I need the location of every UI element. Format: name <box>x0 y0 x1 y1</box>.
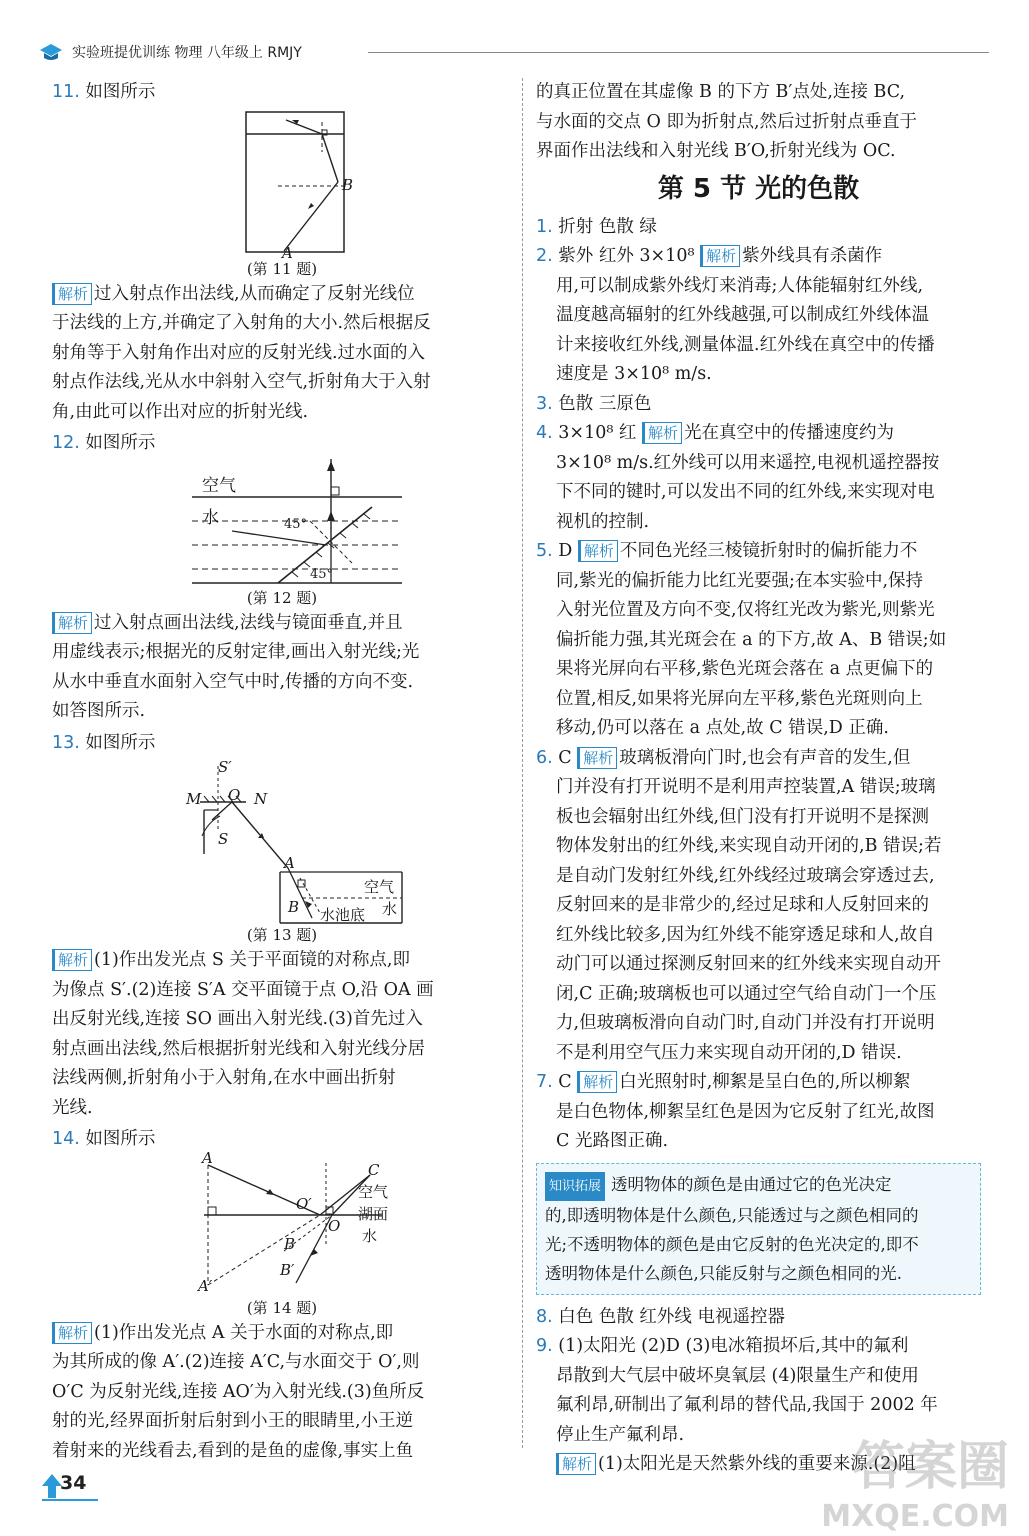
q14-analysis-tag: 解析 <box>52 1322 92 1344</box>
fig14-label-a: A <box>202 1148 213 1167</box>
figure-14 <box>52 1148 512 1297</box>
q12-line: 用虚线表示;根据光的反射定律,画出入射光线;光 <box>52 642 420 662</box>
answer-text: (1)太阳光是天然紫外线的重要来源.(2)阻 <box>598 1454 916 1474</box>
q13-analysis-tag: 解析 <box>52 949 92 971</box>
answer-text: C <box>558 1072 578 1092</box>
answer-text: D <box>558 541 578 561</box>
fig13-label-m: M <box>186 790 202 808</box>
figure-12 <box>52 459 512 587</box>
q11-line: 射点作法线,光从水中斜射入空气,折射角大于入射 <box>52 372 431 392</box>
knowledge-line: 透明物体是什么颜色,只能反射与之颜色相同的光. <box>545 1263 902 1283</box>
q12-line: 过入射点画出法线,法线与镜面垂直,并且 <box>94 612 403 633</box>
answer-text: 折射 色散 绿 <box>558 216 657 237</box>
fig14-air-label: 空气 <box>358 1182 389 1201</box>
answer-number: 6. <box>536 747 553 768</box>
answer-line: 力,但玻璃板滑向自动门时,自动门并没有打开说明 <box>556 1013 935 1033</box>
knowledge-line: 的,即透明物体是什么颜色,只能透过与之颜色相同的 <box>545 1205 919 1225</box>
header-rule <box>368 52 989 53</box>
answer-text: (1)太阳光 (2)D (3)电冰箱损坏后,其中的氟利 <box>558 1336 909 1356</box>
answer-number: 3. <box>536 393 553 414</box>
fig13-label-n: N <box>254 790 268 808</box>
answer-line: 物体发射出的红外线,来实现自动开闭的,B 错误;若 <box>556 836 942 856</box>
q13-line: 出反射光线,连接 SO 画出入射光线.(3)首先过入 <box>52 1009 423 1029</box>
q13-number: 13. <box>52 732 80 753</box>
answer-text: 白光照射时,柳絮是呈白色的,所以柳絮 <box>619 1072 911 1092</box>
fig12-angle-2: 45° <box>310 566 334 582</box>
watermark <box>799 1424 1009 1534</box>
q12-analysis-tag: 解析 <box>52 612 92 634</box>
q11-line: 角,由此可以作出对应的折射光线. <box>52 401 309 422</box>
answer-text: 3×10⁸ 红 <box>558 423 642 443</box>
q14-number: 14. <box>52 1129 80 1149</box>
answer-line: 下不同的键时,可以发出不同的红外线,来实现对电 <box>556 482 935 502</box>
answer-text: 色散 三原色 <box>558 393 652 414</box>
answer-text: C <box>558 747 578 768</box>
knowledge-label: 知识拓展 <box>545 1172 605 1201</box>
page-number: 34 <box>60 1472 87 1494</box>
continuation-line: 与水面的交点 O 即为折射点,然后过折射点垂直于 <box>536 111 918 132</box>
q12-line: 如答图所示. <box>52 701 146 721</box>
answer-line: 是自动门发射红外线,红外线经过玻璃会穿透过去, <box>556 865 935 886</box>
fig13-label-s: S <box>218 830 229 848</box>
q14-title: 如图所示 <box>85 1129 156 1149</box>
fig11-label-b: B <box>342 175 354 194</box>
fig14-lake-label: 湖面 <box>358 1204 389 1223</box>
q12-line: 从水中垂直水面射入空气中时,传播的方向不变. <box>52 671 414 692</box>
answer-number: 8. <box>536 1306 553 1327</box>
fig14-label-o: O <box>328 1216 341 1235</box>
q11-analysis-tag: 解析 <box>52 283 92 305</box>
answer-7 <box>536 1068 981 1157</box>
fig13-label-o: O <box>228 786 241 804</box>
q11-number: 11. <box>52 82 80 102</box>
answer-line: 速度是 3×10⁸ m/s. <box>556 364 712 384</box>
answer-line: 板也会辐射出红外线,但门没有打开说明不是探测 <box>556 806 930 827</box>
answer-4 <box>536 419 981 537</box>
q14-line: O′C 为反射光线,连接 AO′为入射光线.(3)鱼所反 <box>52 1381 425 1402</box>
answer-line: 停止生产氟利昂. <box>556 1424 685 1445</box>
answer-text: 紫外线具有杀菌作 <box>742 246 883 266</box>
answer-line: 动门可以通过探测反射回来的红外线来实现自动开 <box>556 954 941 974</box>
fig13-label-b: B <box>288 898 300 916</box>
q13-line: 为像点 S′.(2)连接 S′A 交平面镜于点 O,沿 OA 画 <box>52 979 434 1000</box>
fig12-water-label: 水 <box>202 507 219 528</box>
question-14 <box>52 1125 512 1466</box>
q14-caption: (第 14 题) <box>246 1298 318 1317</box>
page-number-badge <box>40 1468 98 1502</box>
fig12-air-label: 空气 <box>202 475 236 496</box>
fig13-label-s-prime: S′ <box>218 758 232 776</box>
q12-caption: (第 12 题) <box>246 588 318 607</box>
answer-number: 9. <box>536 1336 553 1356</box>
answer-line: 氟利昂,研制出了氟利昂的替代品,我国于 2002 年 <box>556 1395 938 1415</box>
fig13-air-label: 空气 <box>364 878 395 896</box>
answer-line: 同,紫光的偏折能力比红光要强;在本实验中,保持 <box>556 570 924 591</box>
q11-line: 过入射点作出法线,从而确定了反射光线位 <box>94 283 415 304</box>
question-11 <box>52 78 512 427</box>
fig13-water-label: 水 <box>382 900 398 918</box>
question-12 <box>52 429 512 727</box>
answer-number: 1. <box>536 216 553 237</box>
knowledge-text: 透明物体的颜色是由通过它的色光决定 <box>611 1174 892 1194</box>
left-column <box>52 78 512 1466</box>
fig14-label-b-prime: B′ <box>280 1260 295 1279</box>
answer-line: 红外线比较多,因为红外线不能穿透足球和人,故自 <box>556 924 935 945</box>
q11-line: 射角等于入射角作出对应的反射光线.过水面的入 <box>52 342 426 363</box>
q14-line: 射的光,经界面折射后射到小王的眼睛里,小王逆 <box>52 1411 414 1431</box>
q13-line: 光线. <box>52 1097 93 1118</box>
answer-line: 不是利用空气压力来实现自动开闭的,D 错误. <box>556 1042 902 1063</box>
fig12-angle-1: 45° <box>284 516 308 532</box>
answer-text: 光在真空中的传播速度约为 <box>684 423 895 443</box>
q12-number: 12. <box>52 433 80 453</box>
answer-line: 闭,C 正确;玻璃板也可以通过空气给自动门一个压 <box>556 983 937 1004</box>
column-separator <box>522 78 523 1448</box>
answer-6 <box>536 744 981 1069</box>
answer-line: 偏折能力强,其光斑会在 a 的下方,故 A、B 错误;如 <box>556 629 947 650</box>
analysis-tag: 解析 <box>577 747 617 769</box>
answer-line: 昂散到大气层中破坏臭氧层 (4)限量生产和使用 <box>556 1365 919 1386</box>
analysis-tag: 解析 <box>556 1453 596 1475</box>
answer-line: 果将光屏向右平移,紫色光斑会落在 a 点更偏下的 <box>556 659 934 679</box>
answer-line: 3×10⁸ m/s.红外线可以用来遥控,电视机遥控器按 <box>556 452 940 473</box>
q13-line: (1)作出发光点 S 关于平面镜的对称点,即 <box>94 950 410 970</box>
q13-line: 射点画出法线,然后根据折射光线和入射光线分居 <box>52 1038 426 1059</box>
answer-line: 位置,相反,如果将光屏向左平移,紫色光斑则向上 <box>556 688 923 709</box>
answer-line: 温度越高辐射的红外线越强,可以制成红外线体温 <box>556 305 930 325</box>
analysis-tag: 解析 <box>577 1071 617 1093</box>
q14-line: 为其所成的像 A′.(2)连接 A′C,与水面交于 O′,则 <box>52 1352 420 1372</box>
section-title: 第 5 节 光的色散 <box>657 173 860 204</box>
answer-5 <box>536 537 981 744</box>
q13-caption: (第 13 题) <box>246 926 318 944</box>
knowledge-line: 光;不透明物体的颜色是由它反射的色光决定的,即不 <box>545 1234 919 1254</box>
answer-number: 7. <box>536 1072 553 1092</box>
answer-number: 4. <box>536 423 553 443</box>
header-title: 实验班提优训练 物理 八年级上 RMJY <box>72 45 302 61</box>
answer-line: 入射光位置及方向不变,仅将红光改为紫光,则紫光 <box>556 600 935 620</box>
analysis-tag: 解析 <box>700 245 740 267</box>
answer-line: 门并没有打开说明不是利用声控装置,A 错误;玻璃 <box>556 777 936 797</box>
fig14-label-a-prime: A′ <box>198 1276 213 1295</box>
q14-line: (1)作出发光点 A 关于水面的对称点,即 <box>94 1322 394 1343</box>
fig13-bottom-label: 水池底 <box>320 906 366 924</box>
fig11-label-a: A <box>282 243 293 262</box>
answer-text: 玻璃板滑向门时,也会有声音的发生,但 <box>619 747 911 768</box>
answer-text: 紫外 红外 3×10⁸ <box>558 246 701 266</box>
book-logo-icon <box>38 42 64 62</box>
q11-caption: (第 11 题) <box>246 259 318 278</box>
fig14-label-o-prime: O′ <box>296 1194 312 1213</box>
answer-8 <box>536 1303 981 1333</box>
answer-line: 是白色物体,柳絮呈红色是因为它反射了红光,故图 <box>556 1101 935 1122</box>
question-13 <box>52 729 512 1124</box>
right-column <box>536 78 981 1480</box>
analysis-tag: 解析 <box>642 422 682 444</box>
analysis-tag: 解析 <box>578 540 618 562</box>
answer-number: 2. <box>536 246 553 266</box>
q11-title: 如图所示 <box>85 82 156 102</box>
answer-line: 反射回来的是非常少的,经过足球和人反射回来的 <box>556 895 930 915</box>
watermark-url: MXQE.COM <box>821 1499 1009 1534</box>
figure-13 <box>52 758 512 924</box>
answer-text: 不同色光经三棱镜折射时的偏折能力不 <box>619 541 918 561</box>
fig14-label-b: B <box>284 1234 296 1253</box>
answer-3 <box>536 390 981 420</box>
answer-line: 移动,仍可以落在 a 点处,故 C 错误,D 正确. <box>556 718 889 738</box>
fig14-label-c: C <box>368 1160 380 1179</box>
q13-line: 法线两侧,折射角小于入射角,在水中画出折射 <box>52 1068 396 1088</box>
answer-1 <box>536 213 981 243</box>
continuation-line: 的真正位置在其虚像 B 的下方 B′点处,连接 BC, <box>536 82 906 102</box>
figure-11 <box>52 108 512 262</box>
continuation-line: 界面作出法线和入射光线 B′O,折射光线为 OC. <box>536 141 896 161</box>
page-header <box>38 40 989 64</box>
answer-number: 5. <box>536 541 553 561</box>
watermark-text: 答案圈 <box>852 1437 1009 1497</box>
fig13-label-a: A <box>284 854 295 872</box>
fig14-water-label: 水 <box>362 1226 378 1245</box>
q11-line: 于法线的上方,并确定了入射角的大小.然后根据反 <box>52 313 431 333</box>
answer-line: 视机的控制. <box>556 511 650 532</box>
answer-line: 计来接收红外线,测量体温.红外线在真空中的传播 <box>556 334 935 355</box>
answer-text: 白色 色散 红外线 电视遥控器 <box>558 1306 785 1327</box>
q12-title: 如图所示 <box>85 433 156 453</box>
q13-title: 如图所示 <box>85 732 156 753</box>
knowledge-box <box>536 1163 981 1295</box>
answer-line: C 光路图正确. <box>556 1131 669 1151</box>
answer-2 <box>536 242 981 390</box>
q14-line: 着射来的光线看去,看到的是鱼的虚像,事实上鱼 <box>52 1440 414 1461</box>
answer-line: 用,可以制成紫外线灯来消毒;人体能辐射红外线, <box>556 275 924 296</box>
